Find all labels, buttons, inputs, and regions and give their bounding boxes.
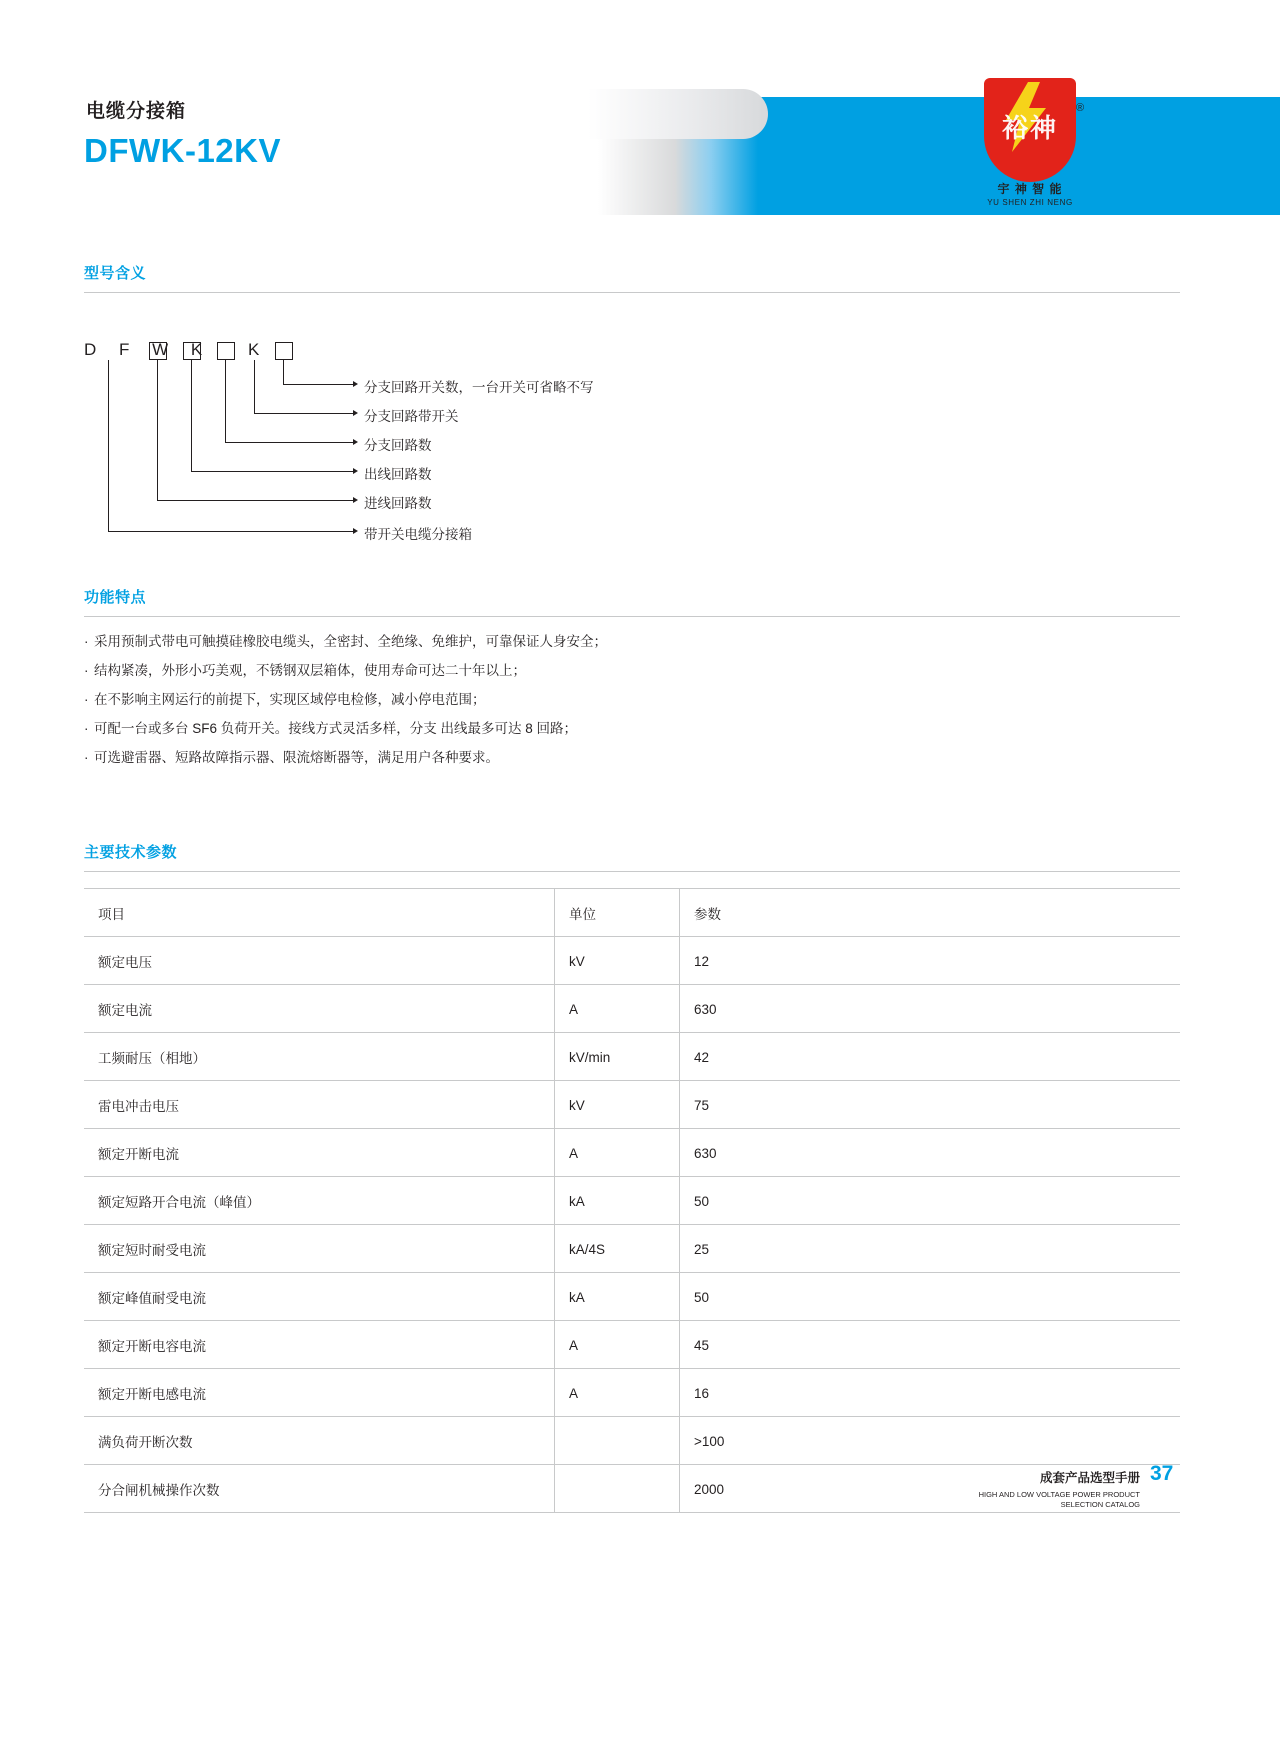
feature-item: [84, 746, 499, 766]
header-value: 参数: [680, 889, 1181, 937]
cell-value: >100: [680, 1417, 1181, 1465]
model-letters: D F W K: [84, 340, 212, 359]
specifications-table: [84, 888, 1180, 1513]
bullet-icon: ·: [84, 750, 89, 765]
model-box-2: [183, 342, 201, 360]
model-label-5: 进线回路数: [364, 496, 432, 511]
section-title-features: 功能特点: [84, 589, 147, 606]
page-header: [0, 0, 1280, 245]
cell-unit: A: [555, 1369, 680, 1417]
leader-vline-3: [225, 360, 226, 442]
model-label-6: 带开关电缆分接箱: [364, 527, 472, 542]
table-row: [84, 1177, 1180, 1225]
leader-arrow-2: [353, 410, 358, 416]
product-category: 电缆分接箱: [86, 101, 187, 122]
bullet-icon: ·: [84, 634, 89, 649]
feature-text: 结构紧凑，外形小巧美观，不锈钢双层箱体，使用寿命可达二十年以上；: [94, 663, 526, 678]
cell-unit: kA: [555, 1273, 680, 1321]
header-swoosh-shape: [588, 89, 768, 139]
feature-item: [84, 630, 607, 650]
leader-arrow-6: [353, 528, 358, 534]
model-box-3: [217, 342, 235, 360]
bullet-icon: ·: [84, 663, 89, 678]
header-blue-band-right: [1196, 97, 1280, 215]
model-box-1: [149, 342, 167, 360]
bullet-icon: ·: [84, 721, 89, 736]
header-unit: 单位: [555, 889, 680, 937]
cell-value: 75: [680, 1081, 1181, 1129]
model-box-4: [275, 342, 293, 360]
leader-hline-6: [108, 531, 353, 532]
cell-value: 50: [680, 1177, 1181, 1225]
footer-title-en-line1: HIGH AND LOW VOLTAGE POWER PRODUCT: [978, 1490, 1140, 1499]
company-logo: [972, 78, 1092, 216]
leader-arrow-4: [353, 468, 358, 474]
cell-unit: A: [555, 985, 680, 1033]
cell-unit: kV/min: [555, 1033, 680, 1081]
table-row: [84, 1081, 1180, 1129]
feature-item: [84, 659, 526, 679]
bullet-icon: ·: [84, 692, 89, 707]
section-divider-1: [84, 292, 1180, 293]
cell-item: 额定电流: [84, 985, 555, 1033]
cell-value: 45: [680, 1321, 1181, 1369]
cell-item: 额定峰值耐受电流: [84, 1273, 555, 1321]
leader-arrow-3: [353, 439, 358, 445]
model-label-2: 分支回路带开关: [364, 409, 459, 424]
leader-hline-4: [191, 471, 353, 472]
logo-company-name-cn: 宇 神 智 能: [997, 182, 1063, 196]
leader-hline-3: [225, 442, 353, 443]
cell-value: 630: [680, 1129, 1181, 1177]
header-item: 项目: [84, 889, 555, 937]
cell-value: 25: [680, 1225, 1181, 1273]
leader-vline-1: [283, 360, 284, 384]
cell-value: 50: [680, 1273, 1181, 1321]
feature-text: 采用预制式带电可触摸硅橡胶电缆头，全密封、全绝缘、免维护，可靠保证人身安全；: [94, 634, 607, 649]
cell-item: 工频耐压（相地）: [84, 1033, 555, 1081]
cell-item: 额定电压: [84, 937, 555, 985]
cell-unit: A: [555, 1321, 680, 1369]
cell-unit: A: [555, 1129, 680, 1177]
table-row: [84, 1033, 1180, 1081]
product-model: DFWK-12KV: [84, 132, 282, 169]
section-divider-3: [84, 871, 1180, 872]
cell-value: 42: [680, 1033, 1181, 1081]
table-row: [84, 1225, 1180, 1273]
table-header-row: [84, 889, 1180, 937]
model-meaning-diagram: [0, 330, 1280, 570]
cell-item: 额定开断电感电流: [84, 1369, 555, 1417]
table-row: [84, 1129, 1180, 1177]
cell-item: 额定短路开合电流（峰值）: [84, 1177, 555, 1225]
feature-text: 可配一台或多台 SF6 负荷开关。接线方式灵活多样，分支 出线最多可达 8 回路；: [94, 721, 578, 736]
cell-unit: [555, 1417, 680, 1465]
model-label-4: 出线回路数: [364, 467, 432, 482]
section-title-model-meaning: 型号含义: [84, 265, 147, 282]
table-row: [84, 985, 1180, 1033]
cell-item: 分合闸机械操作次数: [84, 1465, 555, 1513]
table-row: [84, 1417, 1180, 1465]
feature-text: 在不影响主网运行的前提下，实现区域停电检修，减小停电范围；: [94, 692, 486, 707]
leader-hline-5: [157, 500, 353, 501]
leader-arrow-1: [353, 381, 358, 387]
page-number: 37: [1150, 1462, 1174, 1485]
table-row: [84, 1321, 1180, 1369]
leader-vline-5: [157, 360, 158, 500]
cell-unit: kA: [555, 1177, 680, 1225]
table-row: [84, 1273, 1180, 1321]
leader-hline-1: [283, 384, 353, 385]
leader-vline-4: [191, 360, 192, 471]
leader-arrow-5: [353, 497, 358, 503]
cell-unit: kV: [555, 937, 680, 985]
cell-unit: kV: [555, 1081, 680, 1129]
cell-item: 额定开断电容电流: [84, 1321, 555, 1369]
leader-vline-2: [254, 360, 255, 413]
registered-trademark-icon: ®: [1076, 102, 1085, 114]
cell-item: 额定短时耐受电流: [84, 1225, 555, 1273]
table-row: [84, 1369, 1180, 1417]
feature-item: [84, 717, 577, 737]
section-title-specs: 主要技术参数: [84, 844, 178, 861]
logo-company-name-pinyin: YU SHEN ZHI NENG: [987, 198, 1073, 207]
cell-item: 额定开断电流: [84, 1129, 555, 1177]
cell-value: 16: [680, 1369, 1181, 1417]
section-divider-2: [84, 616, 1180, 617]
logo-chinese-mark: 裕神: [1001, 113, 1058, 143]
cell-item: 满负荷开断次数: [84, 1417, 555, 1465]
model-label-3: 分支回路数: [364, 438, 432, 453]
leader-hline-2: [254, 413, 353, 414]
table-row: [84, 937, 1180, 985]
model-letter-k: K: [248, 340, 260, 359]
leader-vline-6: [108, 360, 109, 531]
cell-unit: kA/4S: [555, 1225, 680, 1273]
footer-title-cn: 成套产品选型手册: [1039, 1471, 1140, 1485]
cell-value: 12: [680, 937, 1181, 985]
footer-title-en-line2: SELECTION CATALOG: [1060, 1500, 1140, 1510]
feature-item: [84, 688, 486, 708]
footer-title-en: [0, 1490, 1140, 1510]
cell-value: 2000: [680, 1465, 1181, 1513]
feature-text: 可选避雷器、短路故障指示器、限流熔断器等，满足用户各种要求。: [94, 750, 499, 765]
cell-item: 雷电冲击电压: [84, 1081, 555, 1129]
model-label-1: 分支回路开关数，一台开关可省略不写: [364, 380, 594, 395]
cell-value: 630: [680, 985, 1181, 1033]
